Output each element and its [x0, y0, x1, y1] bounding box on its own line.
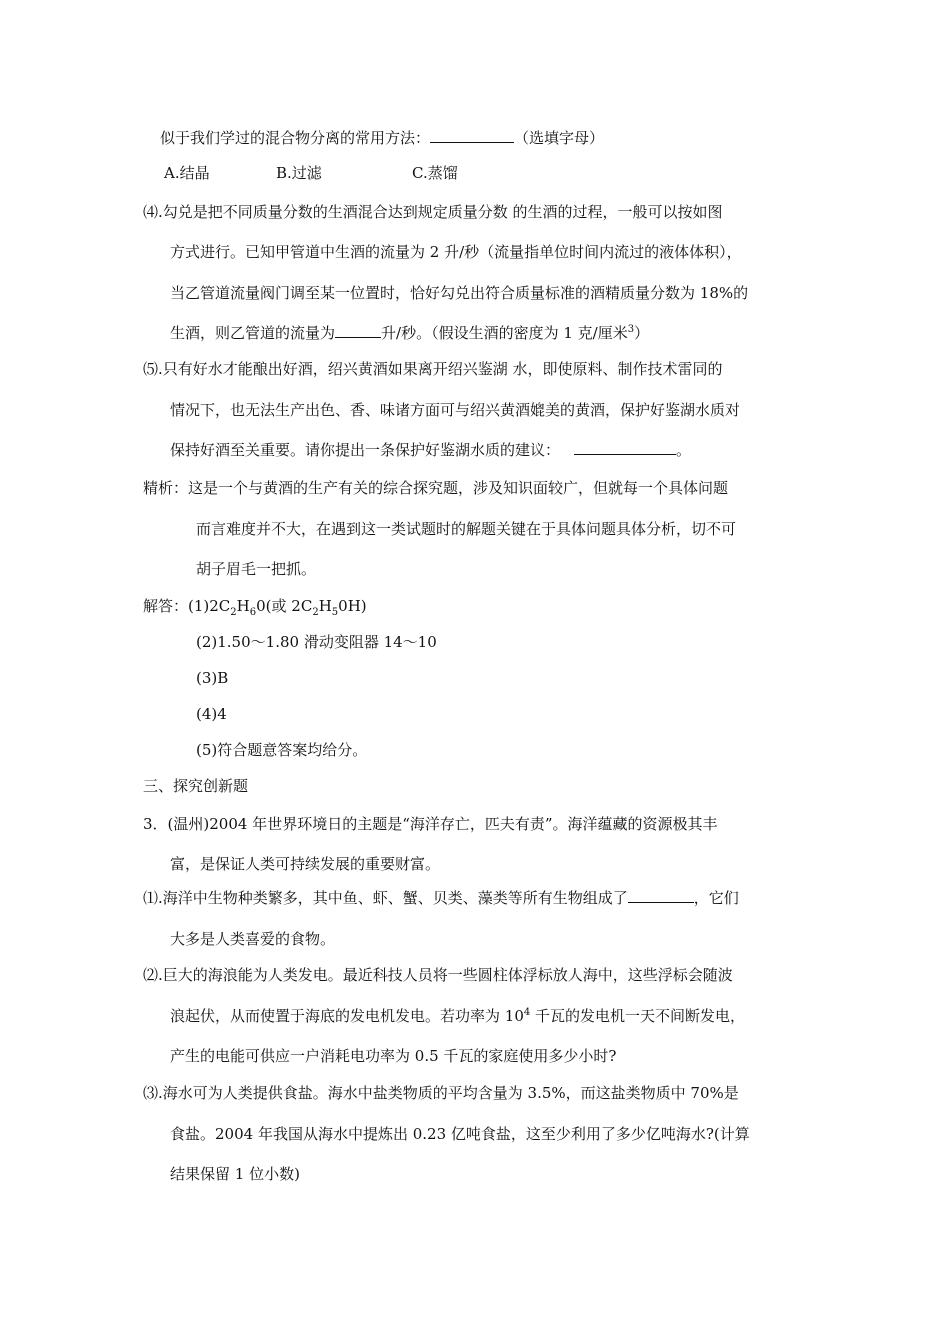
text: 升/秒。（假设生酒的密度为 1 克/厘米: [381, 324, 628, 342]
text: （选填字母）: [514, 129, 605, 147]
text-line: 精析：这是一个与黄酒的生产有关的综合探究题，涉及知识面较广，但就每一个具体问题: [143, 479, 729, 497]
subscript: 5: [331, 607, 339, 618]
text-line: ⑶.海水可为人类提供食盐。海水中盐类物质的平均含量为 3.5%，而这盐类物质中 70%是: [143, 1084, 739, 1102]
superscript: 3: [627, 324, 635, 335]
text: 保持好酒至关重要。请你提出一条保护好鉴湖水质的建议：: [170, 441, 561, 459]
text-line: 情况下，也无法生产出色、香、味诸方面可与绍兴黄酒媲美的黄酒，保护好鉴湖水质对: [170, 401, 741, 419]
answer-blank: [628, 888, 694, 903]
text: 生酒，则乙管道的流量为: [170, 324, 336, 342]
section-heading: 三、探究创新题: [143, 777, 249, 795]
text: ）: [634, 324, 650, 342]
text-line: [170, 1006, 745, 1026]
subscript: 2: [230, 607, 237, 618]
text-line: 而言难度并不大，在遇到这一类试题时的解题关键在于具体问题具体分析，切不可: [196, 520, 737, 538]
option-b: B.过滤: [276, 164, 322, 182]
answer-label: 解答：: [143, 597, 189, 615]
text-line: 大多是人类喜爱的食物。: [170, 930, 336, 948]
text: 浪起伏，从而使置于海底的发电机发电。若功率为 10: [170, 1007, 524, 1025]
answer-blank: [574, 440, 676, 455]
text-line: (2)1.50～1.80 滑动变阻器 14～10: [196, 633, 437, 651]
text-line: 方式进行。已知甲管道中生酒的流量为 2 升/秒（流量指单位时间内流过的液体体积），: [170, 243, 742, 261]
text-line: [170, 440, 691, 460]
text-line: (5)符合题意答案均给分。: [196, 741, 368, 759]
text: H: [318, 597, 332, 615]
subscript: 6: [249, 607, 257, 618]
text-line: ⑷.勾兑是把不同质量分数的生酒混合达到规定质量分数 的生酒的过程，一般可以按如图: [143, 203, 723, 221]
text-line: 当乙管道流量阀门调至某一位置时，恰好勾兑出符合质量标准的酒精质量分数为 18%的: [170, 284, 749, 302]
text: (1)2C: [188, 597, 231, 615]
text-line: [160, 128, 604, 148]
text-line: (3)B: [196, 669, 229, 687]
text: ⑴.海洋中生物种类繁多，其中鱼、虾、蟹、贝类、藻类等所有生物组成了: [143, 889, 628, 907]
text: ，它们: [693, 889, 739, 907]
text-line: [170, 323, 649, 343]
text: 。: [676, 441, 692, 459]
text: H: [236, 597, 250, 615]
text-line: [143, 888, 739, 908]
text-line: (4)4: [196, 705, 227, 723]
subscript: 2: [312, 607, 319, 618]
text-line: 胡子眉毛一把抓。: [196, 560, 317, 578]
text-line: ⑵.巨大的海浪能为人类发电。最近科技人员将一些圆柱体浮标放人海中，这些浮标会随波: [143, 966, 733, 984]
text-line: 富，是保证人类可持续发展的重要财富。: [170, 855, 441, 873]
answer-blank: [335, 323, 381, 338]
option-a: A.结晶: [164, 164, 210, 182]
text-line: ⑸.只有好水才能酿出好酒，绍兴黄酒如果离开绍兴鉴湖 水，即使原料、制作技术雷同的: [143, 360, 723, 378]
text-line: 产生的电能可供应一户消耗电功率为 0.5 千瓦的家庭使用多少小时?: [170, 1047, 617, 1065]
text-line: 3．(温州)2004 年世界环境日的主题是“海洋存亡，匹夫有责”。海洋蕴藏的资源极其丰: [143, 815, 718, 833]
option-c: C.蒸馏: [412, 164, 458, 182]
text-line: [143, 596, 367, 616]
text-line: 结果保留 1 位小数): [170, 1165, 300, 1183]
text-line: 食盐。2004 年我国从海水中提炼出 0.23 亿吨食盐，这至少利用了多少亿吨海水?(计算: [170, 1125, 750, 1143]
superscript: 4: [523, 1007, 531, 1018]
text: 似于我们学过的混合物分离的常用方法：: [160, 129, 431, 147]
text: 千瓦的发电机一天不间断发电，: [530, 1007, 746, 1025]
text: 0(或 2C: [256, 597, 313, 615]
text: 0H): [338, 597, 367, 615]
answer-blank: [430, 128, 514, 143]
